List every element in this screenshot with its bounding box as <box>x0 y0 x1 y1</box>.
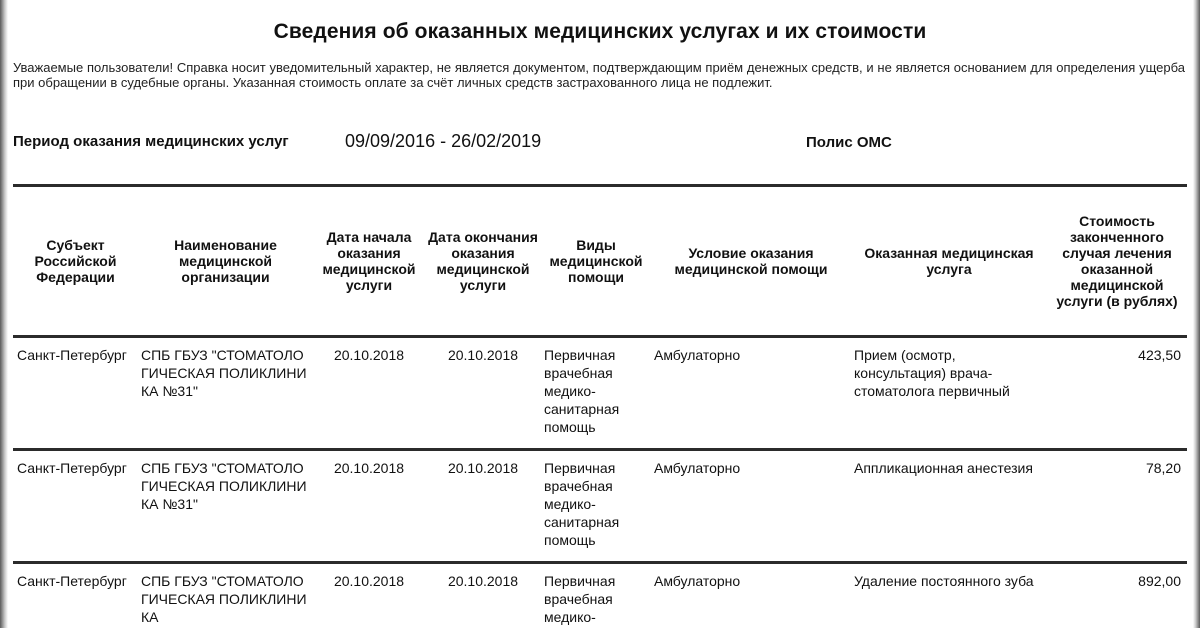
header-cost: Стоимость законченного случая лечения оказанной медицинской услуги (в рублях) <box>1047 186 1187 337</box>
table-row <box>13 450 1187 563</box>
cell-start-date: 20.10.2018 <box>313 450 425 563</box>
header-service: Оказанная медицинская услуга <box>851 186 1047 337</box>
cell-organization: СПБ ГБУЗ "СТОМАТОЛОГИЧЕСКАЯ ПОЛИКЛИНИКА №31" <box>138 337 313 450</box>
header-organization: Наименование медицинской организации <box>138 186 313 337</box>
cell-service: Удаление постоянного зуба <box>851 563 1047 628</box>
header-condition: Условие оказания медицинской помощи <box>651 186 851 337</box>
cell-end-date: 20.10.2018 <box>425 450 541 563</box>
cell-service: Прием (осмотр, консультация) врача-стоматолога первичный <box>851 337 1047 450</box>
cell-start-date: 20.10.2018 <box>313 337 425 450</box>
cell-subject: Санкт-Петербург <box>13 563 138 628</box>
table-row <box>13 337 1187 450</box>
header-care-type: Виды медицинской помощи <box>541 186 651 337</box>
cell-start-date: 20.10.2018 <box>313 563 425 628</box>
cell-care-type: Первичная врачебная медико-санитарная помощь <box>541 337 651 450</box>
cell-end-date: 20.10.2018 <box>425 563 541 628</box>
header-subject: Субъект Российской Федерации <box>13 186 138 337</box>
period-value: 09/09/2016 - 26/02/2019 <box>345 131 542 151</box>
cell-end-date: 20.10.2018 <box>425 337 541 450</box>
polis-label: Полис ОМС <box>806 134 892 151</box>
cell-condition: Амбулаторно <box>651 337 851 450</box>
cell-care-type: Первичная врачебная медико-санитарная помощь <box>541 450 651 563</box>
page-edge-left <box>0 0 8 628</box>
cell-care-type: Первичная врачебная медико- <box>541 563 651 628</box>
table-row <box>13 563 1187 628</box>
cell-cost: 892,00 <box>1047 563 1187 628</box>
header-start-date: Дата начала оказания медицинской услуги <box>313 186 425 337</box>
cell-subject: Санкт-Петербург <box>13 337 138 450</box>
cell-cost: 423,50 <box>1047 337 1187 450</box>
cell-condition: Амбулаторно <box>651 563 851 628</box>
header-end-date: Дата окончания оказания медицинской услуги <box>425 186 541 337</box>
page-edge-right <box>1193 0 1200 628</box>
document-title: Сведения об оказанных медицинских услугах и их стоимости <box>273 20 927 43</box>
cell-service: Аппликационная анестезия <box>851 450 1047 563</box>
period-label: Период оказания медицинских услуг <box>13 133 289 150</box>
services-table <box>13 184 1187 628</box>
cell-cost: 78,20 <box>1047 450 1187 563</box>
cell-condition: Амбулаторно <box>651 450 851 563</box>
cell-organization: СПБ ГБУЗ "СТОМАТОЛОГИЧЕСКАЯ ПОЛИКЛИНИКА №31" <box>138 450 313 563</box>
cell-organization: СПБ ГБУЗ "СТОМАТОЛОГИЧЕСКАЯ ПОЛИКЛИНИКА <box>138 563 313 628</box>
cell-subject: Санкт-Петербург <box>13 450 138 563</box>
table-header-row <box>13 186 1187 337</box>
notice-text: Уважаемые пользователи! Справка носит уведомительный характер, не является документом, подтверждающим приём денежных средств, и не является основанием для определения ущерба при обращении в судебные органы. Указанная стоимость оплате за счёт личных средств застрахованного лица не подлежит. <box>13 60 1185 90</box>
